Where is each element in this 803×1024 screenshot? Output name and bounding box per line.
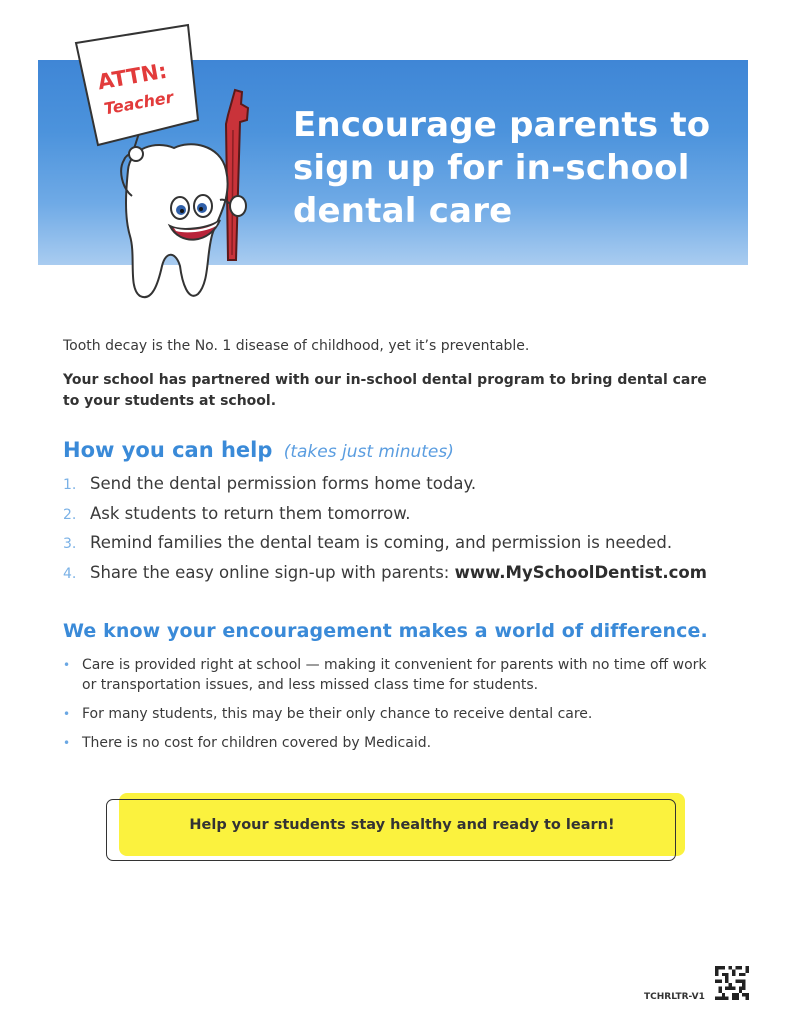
bullet-icon: • bbox=[63, 736, 71, 750]
help-heading-subtitle: (takes just minutes) bbox=[283, 442, 454, 462]
sign-line-2: Teacher bbox=[102, 87, 175, 119]
list-item bbox=[63, 533, 763, 563]
document-code: TCHRLTR-V1 bbox=[644, 992, 705, 1002]
list-item bbox=[63, 504, 763, 534]
sign-line-1: ATTN: bbox=[95, 58, 169, 95]
tooth-mascot-illustration bbox=[70, 20, 280, 310]
list-item bbox=[63, 474, 763, 504]
bullet-icon: • bbox=[63, 658, 71, 672]
help-heading-title: How you can help bbox=[63, 438, 273, 462]
help-steps-list bbox=[63, 474, 763, 592]
difference-heading: We know your encouragement makes a world of difference. bbox=[63, 620, 708, 642]
headline: Encourage parents to sign up for in-school dental care bbox=[293, 105, 711, 231]
step-number: 4. bbox=[63, 565, 77, 582]
bullet-text: There is no cost for children covered by Medicaid. bbox=[82, 735, 432, 751]
difference-bullets-list bbox=[63, 655, 723, 762]
cta-text: Help your students stay healthy and ready to learn! bbox=[189, 816, 615, 833]
step-number: 3. bbox=[63, 536, 77, 552]
intro-text: Tooth decay is the No. 1 disease of childhood, yet it’s preventable. bbox=[63, 338, 530, 354]
partner-text: Your school has partnered with our in-school dental program to bring dental care to your students at school. bbox=[63, 372, 707, 409]
help-heading bbox=[63, 438, 454, 462]
list-item bbox=[63, 733, 723, 753]
signup-url-link[interactable]: www.MySchoolDentist.com bbox=[454, 562, 707, 582]
step-text: Remind families the dental team is coming, and permission is needed. bbox=[90, 533, 673, 552]
list-item bbox=[63, 704, 723, 724]
list-item bbox=[63, 655, 723, 695]
step-text: Send the dental permission forms home today. bbox=[90, 474, 477, 493]
toothbrush-icon bbox=[226, 90, 248, 260]
list-item bbox=[63, 563, 763, 593]
step-text: Share the easy online sign-up with parents: bbox=[90, 562, 455, 582]
step-text: Ask students to return them tomorrow. bbox=[90, 503, 411, 523]
bullet-text: For many students, this may be their only chance to receive dental care. bbox=[82, 706, 593, 722]
bullet-icon: • bbox=[63, 707, 71, 721]
qr-code-icon bbox=[715, 966, 749, 1000]
step-number: 2. bbox=[63, 506, 77, 523]
bullet-text: Care is provided right at school — making it convenient for parents with no time off work or transportation issues, and less missed class time for students. bbox=[82, 657, 707, 693]
step-number: 1. bbox=[63, 477, 77, 493]
attn-sign bbox=[76, 25, 198, 145]
